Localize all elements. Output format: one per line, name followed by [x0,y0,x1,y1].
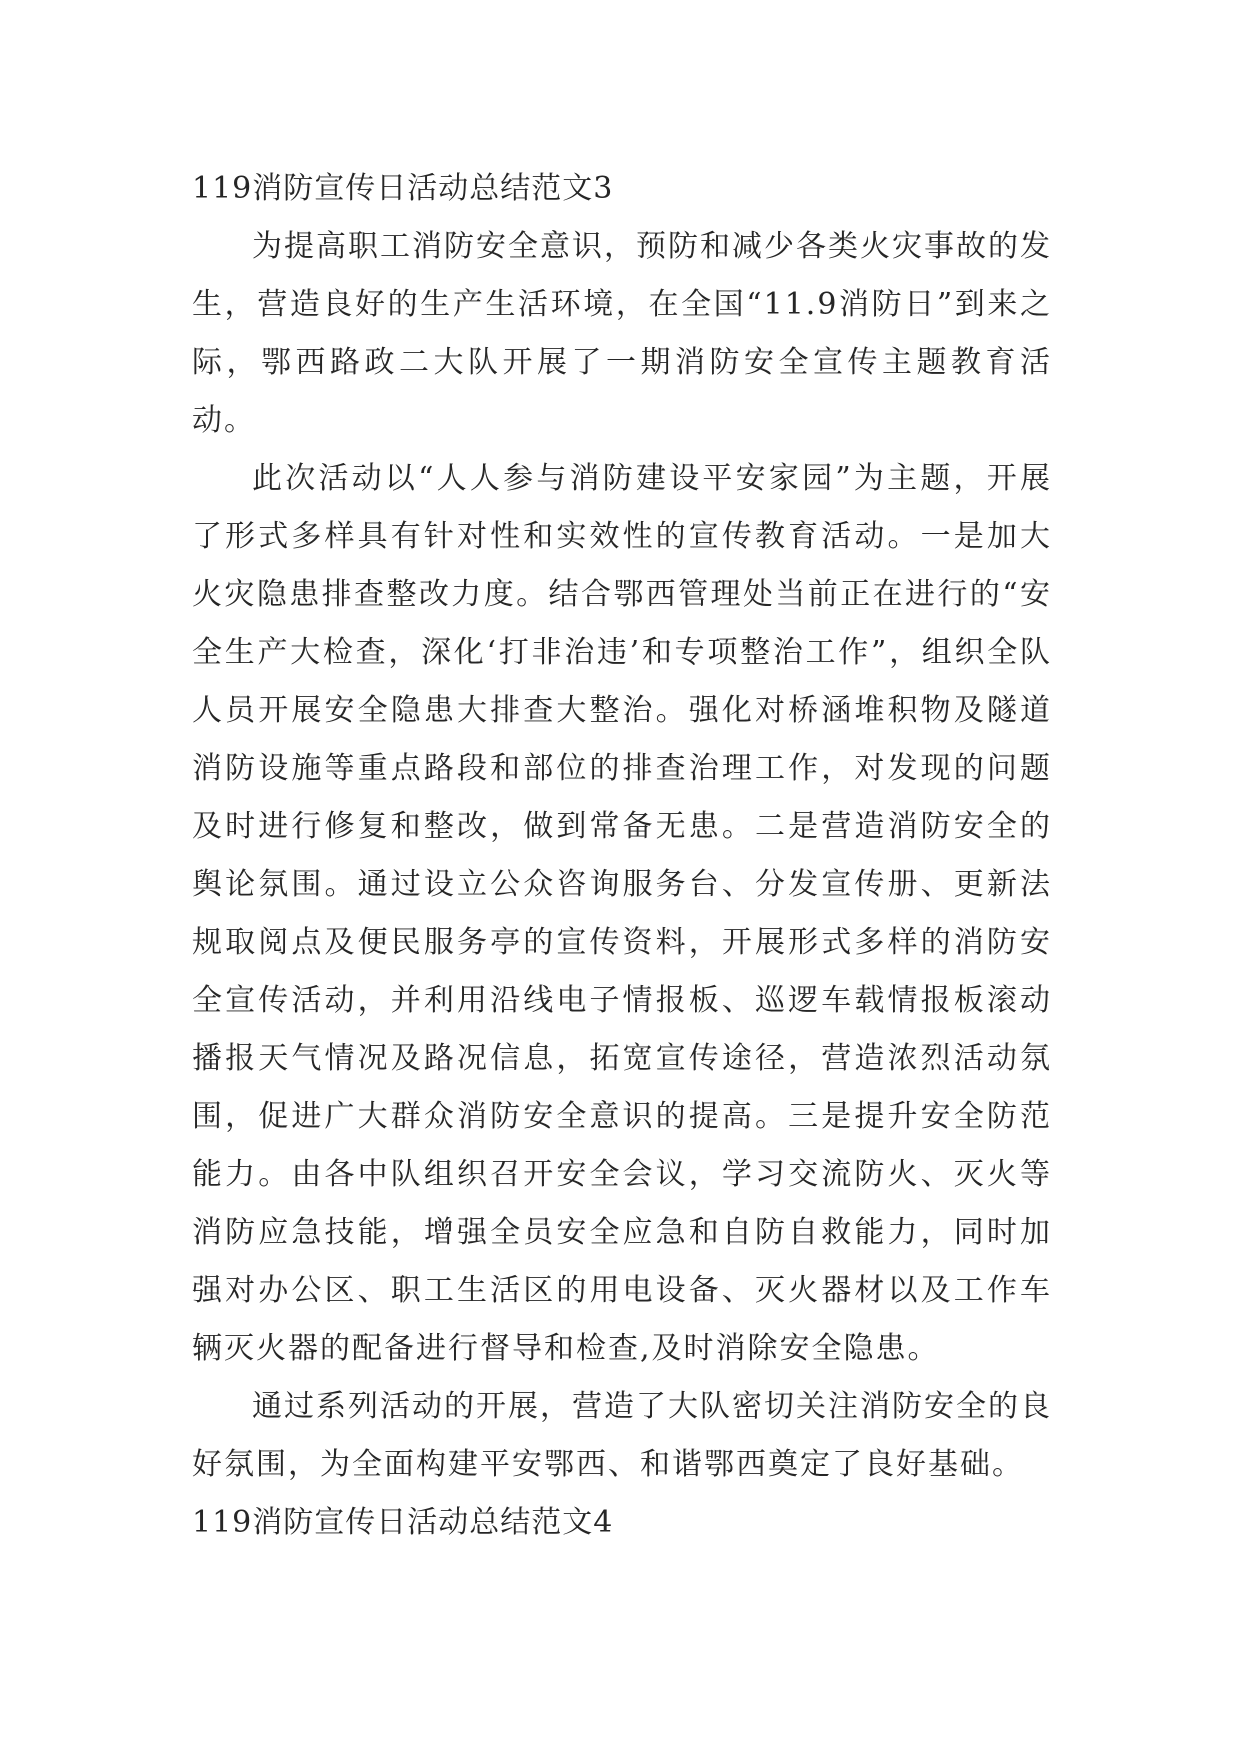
document-body [192,160,1052,1552]
paragraph-intro: 为提高职工消防安全意识，预防和减少各类火灾事故的发生，营造良好的生产生活环境，在全国“11.9消防日”到来之际，鄂西路政二大队开展了一期消防安全宣传主题教育活动。 [192,229,1052,438]
section-title-3: 119消防宣传日活动总结范文3 [192,171,614,206]
paragraph-activities: 此次活动以“人人参与消防建设平安家园”为主题，开展了形式多样具有针对性和实效性的宣传教育活动。一是加大火灾隐患排查整改力度。结合鄂西管理处当前正在进行的“安全生产大检查，深化‘打非治违’和专项整治工作”，组织全队人员开展安全隐患大排查大整治。强化对桥涵堆积物及隧道消防设施等重点路段和部位的排查治理工作，对发现的问题及时进行修复和整改，做到常备无患。二是营造消防安全的舆论氛围。通过设立公众咨询服务台、分发宣传册、更新法规取阅点及便民服务亭的宣传资料，开展形式多样的消防安全宣传活动，并利用沿线电子情报板、巡逻车载情报板滚动播报天气情况及路况信息，拓宽宣传途径，营造浓烈活动氛围，促进广大群众消防安全意识的提高。三是提升安全防范能力。由各中队组织召开安全会议，学习交流防火、灭火等消防应急技能，增强全员安全应急和自防自救能力，同时加强对办公区、职工生活区的用电设备、灭火器材以及工作车辆灭火器的配备进行督导和检查,及时消除安全隐患。 [192,461,1052,1366]
paragraph-conclusion: 通过系列活动的开展，营造了大队密切关注消防安全的良好氛围，为全面构建平安鄂西、和谐鄂西奠定了良好基础。 [192,1389,1052,1482]
section-title-4: 119消防宣传日活动总结范文4 [192,1505,614,1540]
